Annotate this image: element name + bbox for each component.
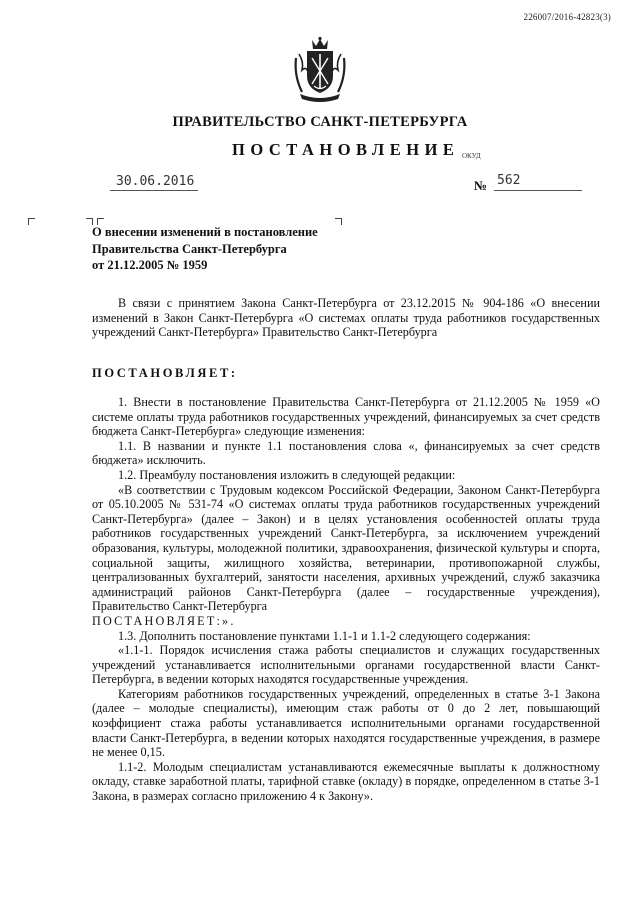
decree-date: 30.06.2016 — [116, 174, 195, 189]
intro-paragraph — [92, 296, 600, 340]
document-code: 226007/2016-42823(3) — [523, 12, 611, 22]
number-sign: № — [474, 178, 488, 193]
young-specialists-paragraph: Категориям работников государственных учреждений, определенных в статье 3-1 Закона (далее – молодые специалисты), имеющим стаж работы от 0 до 2 лет, повышающий коэффициент стажа работы устанавливается исполнительными органами государственной власти Санкт-Петербурга, в ведении которых находятся государственные учреждения, в размере не менее 0,15. — [92, 686, 600, 760]
number-underline — [494, 190, 582, 191]
paragraph-1: 1. Внести в постановление Правительства Санкт-Петербурга от 21.12.2005 № 1959 «О системе оплаты труда работников государственных учреждений, финансируемых за счет средств бюджета Санкт-Петербурга» следующие изменения: — [92, 395, 600, 439]
title-line: О внесении изменений в постановление — [92, 225, 318, 239]
decree-number: 562 — [497, 173, 521, 188]
title-line: от 21.12.2005 № 1959 — [92, 258, 208, 272]
decree-title — [92, 224, 318, 274]
corner-mark — [335, 218, 342, 225]
date-underline — [110, 190, 198, 191]
decree-body — [92, 395, 600, 804]
government-name: ПРАВИТЕЛЬСТВО САНКТ-ПЕТЕРБУРГА — [172, 114, 468, 130]
spb-coat-of-arms-icon — [290, 36, 350, 102]
intro-text: В связи с принятием Закона Санкт-Петербурга от 23.12.2015 № 904-186 «О внесении изменений в Закон Санкт-Петербурга «О системах оплаты труда работников государственных учреждений Санкт-Петербурга» Правительство Санкт-Петербурга — [92, 296, 600, 340]
resolves-heading: ПОСТАНОВЛЯЕТ: — [92, 366, 238, 380]
paragraph-1-1-1: «1.1-1. Порядок исчисления стажа работы специалистов и служащих государственных учреждений устанавливается исполнительными органами государственной власти Санкт-Петербурга, в ведении которых находятся государственные учреждения. — [92, 643, 600, 687]
paragraph-1-1: 1.1. В названии и пункте 1.1 постановления слова «, финансируемых за счет средств бюджета» исключить. — [92, 438, 600, 468]
decree-label: ПОСТАНОВЛЕНИЕ — [232, 140, 460, 159]
okud-label: ОКУД — [462, 152, 481, 160]
corner-mark — [28, 218, 35, 225]
preamble-resolves: ПОСТАНОВЛЯЕТ:». — [92, 613, 236, 628]
title-line: Правительства Санкт-Петербурга — [92, 241, 287, 256]
resolves-heading-block — [92, 366, 600, 381]
preamble-text: «В соответствии с Трудовым кодексом Российской Федерации, Законом Санкт-Петербурга от 05.10.2005 № 531-74 «О системах оплаты труда работников государственных учреждений Санкт-Петербурга» (далее – Закон) и в целях установления особенностей оплаты труда работников государственных учреждений Санкт-Петербурга, за исключением учреждений образования, культуры, молодежной политики, здравоохранения, физической культуры и спорта, социальной защиты, жилищного хозяйства, ветеринарии, противопожарной службы, централизованных бухгалтерий, занятости населения, архивных учреждений, служб заказчика администраций районов Санкт-Петербурга (далее – государственные учреждения), Правительство Санкт-Петербурга — [92, 482, 600, 614]
paragraph-1-1-2: 1.1-2. Молодым специалистам устанавливаются ежемесячные выплаты к должностному окладу, ставке заработной платы, тарифной ставке (окладу) в порядке, определенном в статье 3-1 Закона, в размерах согласно приложению 4 к Закону». — [92, 759, 600, 804]
paragraph-1-3: 1.3. Дополнить постановление пунктами 1.1-1 и 1.1-2 следующего содержания: — [118, 628, 531, 643]
paragraph-1-2: 1.2. Преамбулу постановления изложить в следующей редакции: — [118, 467, 456, 482]
